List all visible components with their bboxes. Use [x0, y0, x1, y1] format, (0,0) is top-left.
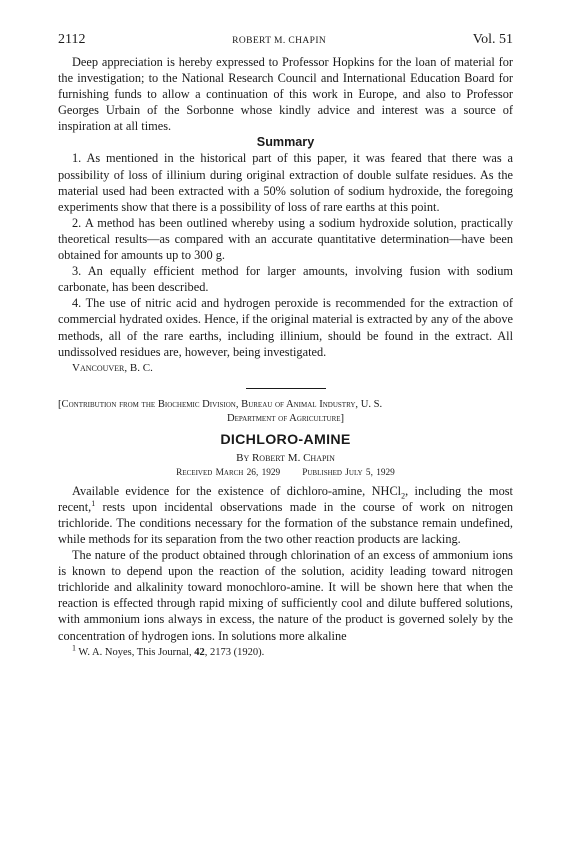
section-divider — [246, 388, 326, 389]
p1-text-b: , including the most recent, — [58, 483, 513, 514]
article-title: DICHLORO-AMINE — [220, 431, 351, 448]
contribution-line-1: [Contribution from the Biochemic Division, Bureau of Animal Industry, U. S. — [58, 398, 383, 410]
footnote-text-a: W. A. Noyes, This Journal, — [76, 646, 195, 658]
contribution-line-2: Department of Agriculture] — [226, 412, 345, 424]
p1-subscript: 2 — [401, 491, 406, 501]
article-paragraph-2: The nature of the product obtained through chlorination of an excess of ammonium ions is known to depend upon the reaction of the solution, acidity leading toward nitrogen trichloride and alkalinity toward monochloro-amine. It will be shown here that when the reaction is effected through rapid mixing of sufficiently cool and dilute buffered solutions, with ammonium ions always in excess, the nature of the product is governed solely by the concentration of hydrogen ions. In solutions more alkaline — [58, 548, 513, 643]
acknowledgment-paragraph: Deep appreciation is hereby expressed to Professor Hopkins for the loan of material for the investigation; to the National Research Council and International Education Board for furnishing funds to allow a continuation of this work in Europe, and also to Professor Georges Urbain of the Sorbonne whose kindly advice and interest was a source of inspiration at all times. — [58, 55, 513, 134]
summary-item-1: 1. As mentioned in the historical part of this paper, it was feared that there was a possibility of loss of illinium during original extraction of double sulfate residues. As the material used had been extracted with a 50% solution of sodium hydroxide, the foregoing experiments show that there is a possibility of loss of rare earths at this point. — [58, 151, 513, 214]
volume-label: Vol. 51 — [472, 32, 513, 47]
summary-item-4: 4. The use of nitric acid and hydrogen peroxide is recommended for the extraction of commercial hydrated oxides. Hence, if the original material is extracted by any of the above methods, all of the rare earths, including illinium, should be found in the extract. All undissolved residues are, however, being investigated. — [58, 296, 513, 359]
footnote-marker: 1 — [72, 643, 76, 653]
article-paragraph-1 — [58, 483, 513, 547]
footnote-volume: 42 — [194, 646, 205, 658]
summary-heading: Summary — [256, 135, 315, 150]
article-byline: By Robert M. Chapin — [236, 451, 335, 464]
journal-page — [58, 32, 513, 660]
location-signature: Vancouver, B. C. — [72, 361, 153, 374]
footnote-reference[interactable]: 1 — [91, 498, 96, 508]
summary-item-3: 3. An equally efficient method for larger amounts, involving fusion with sodium carbonate, has been described. — [58, 264, 513, 295]
p1-text-c: rests upon incidental observations made in the course of work on nitrogen trichloride. The conditions necessary for the formation of the substance remain undefined, while methods for its separation from the two other reaction products are lacking. — [58, 499, 513, 546]
article-dates — [58, 466, 513, 480]
footnote — [58, 643, 513, 660]
published-date: Published July 5, 1929 — [302, 467, 395, 478]
running-header — [58, 32, 513, 54]
footnote-text-b: , 2173 (1920). — [204, 646, 265, 658]
page-number: 2112 — [58, 32, 86, 47]
p1-text-a: Available evidence for the existence of dichloro-amine, NHCl — [72, 483, 402, 498]
running-title: ROBERT M. CHAPIN — [232, 36, 327, 46]
received-date: Received March 26, 1929 — [176, 467, 281, 478]
contribution-note — [58, 398, 513, 426]
summary-item-2: 2. A method has been outlined whereby using a sodium hydroxide solution, practically theoretical results—as compared with an accurate quantitative determination—have been obtained for amounts up to 300 g. — [58, 215, 513, 263]
